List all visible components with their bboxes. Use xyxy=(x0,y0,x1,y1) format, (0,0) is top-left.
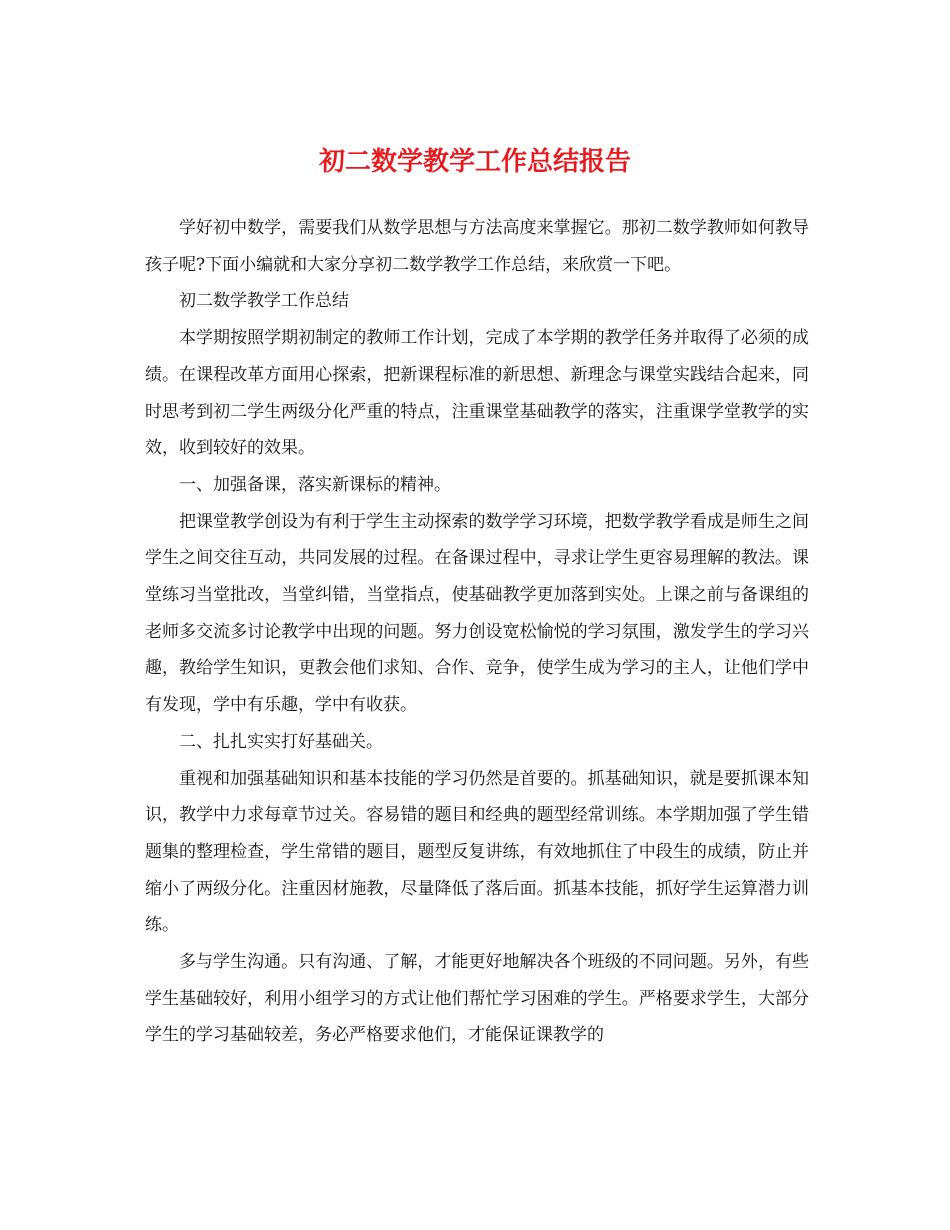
paragraph-subtitle: 初二数学教学工作总结 xyxy=(179,291,349,312)
paragraph-intro: 学好初中数学，需要我们从数学思想与方法高度来掌握它。那初二数学教师如何教导孩子呢?下面小编就和大家分享初二数学教学工作总结，来欣赏一下吧。 xyxy=(145,218,809,275)
document-title: 初二数学教学工作总结报告 xyxy=(318,147,631,177)
paragraph-overview: 本学期按照学期初制定的教师工作计划，完成了本学期的教学任务并取得了必须的成绩。在课程改革方面用心探索，把新课程标准的新思想、新理念与课堂实践结合起来，同时思考到初二学生两级分化严重的特点，注重课堂基础教学的落实，注重课学堂教学的实效，收到较好的效果。 xyxy=(145,328,809,459)
section-heading-1: 一、加强备课，落实新课标的精神。 xyxy=(179,474,451,495)
paragraph-section-2: 重视和加强基础知识和基本技能的学习仍然是首要的。抓基础知识，就是要抓课本知识，教学中力求每章节过关。容易错的题目和经典的题型经常训练。本学期加强了学生错题集的整理检查，学生常错的题目，题型反复讲练，有效地抓住了中段生的成绩，防止并缩小了两级分化。注重因材施教，尽量降低了落后面。抓基本技能，抓好学生运算潜力训练。 xyxy=(145,768,809,936)
paragraph-communication: 多与学生沟通。只有沟通、了解，才能更好地解决各个班级的不同问题。另外，有些学生基础较好，利用小组学习的方式让他们帮忙学习困难的学生。严格要求学生，大部分学生的学习基础较差，务必严格要求他们，才能保证课教学的 xyxy=(145,952,809,1046)
document-body xyxy=(145,210,809,1054)
section-heading-2: 二、扎扎实实打好基础关。 xyxy=(179,731,383,752)
paragraph-section-1: 把课堂教学创设为有利于学生主动探索的数学学习环境，把数学教学看成是师生之间学生之间交往互动，共同发展的过程。在备课过程中，寻求让学生更容易理解的教法。课堂练习当堂批改，当堂纠错，当堂指点，使基础教学更加落到实处。上课之前与备课组的老师多交流多讨论教学中出现的问题。努力创设宽松愉悦的学习氛围，激发学生的学习兴趣，教给学生知识，更教会他们求知、合作、竞争，使学生成为学习的主人，让他们学中有发现，学中有乐趣，学中有收获。 xyxy=(145,511,809,716)
